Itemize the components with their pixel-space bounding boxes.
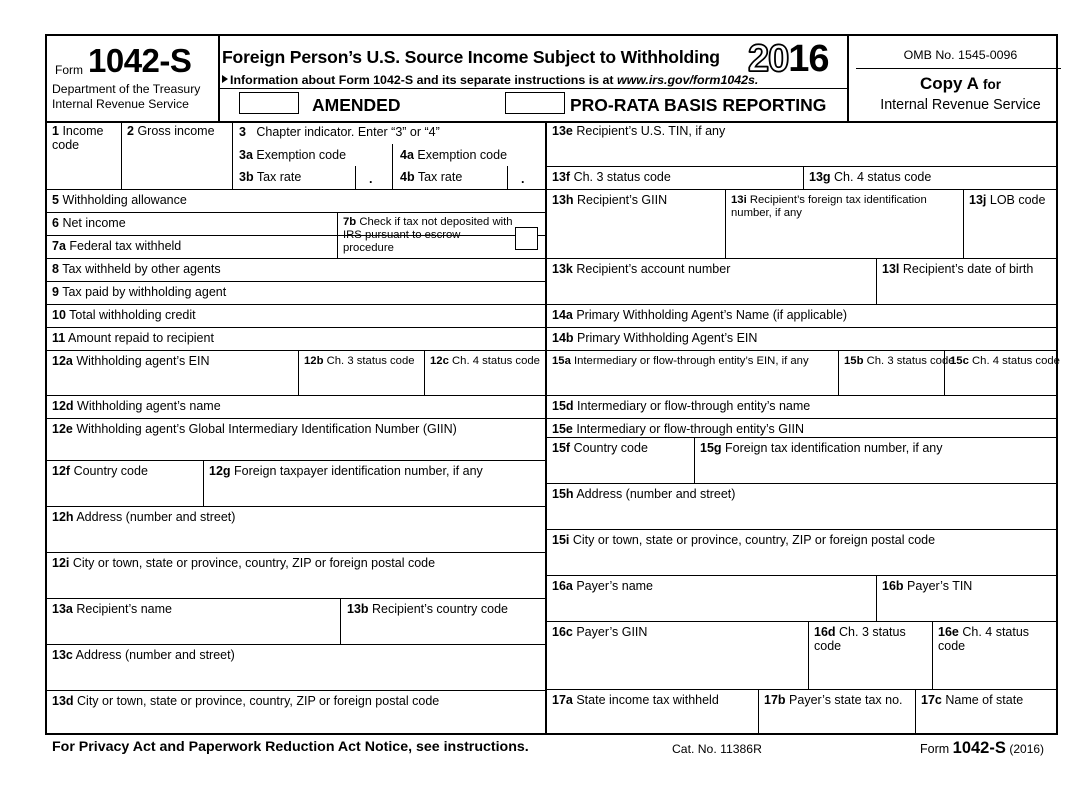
box-17b-text: Payer’s state tax no. [789,693,903,707]
box-4b-label [400,170,462,184]
box-16b-text: Payer’s TIN [907,579,973,593]
box-3b-text: Tax rate [256,170,302,184]
box-4b-number: 4b [400,170,415,184]
box-15a-text: Intermediary or flow-through entity’s EIN, if any [574,355,809,367]
box-2-text: Gross income [137,124,215,138]
form-instructions-line [222,73,758,87]
tax-year [748,39,829,79]
box-12f-text: Country code [73,464,148,478]
footer-form-word: Form [920,742,950,756]
box-13j-number: 13j [969,193,987,207]
form-number-title: 1042-S [88,42,192,79]
box-15f-number: 15f [552,441,571,455]
box-13f-label [552,170,671,184]
box-8-text: Tax withheld by other agents [62,262,221,276]
box-5-number: 5 [52,193,59,207]
box-3-number: 3 [239,125,246,139]
instructions-text: Information about Form 1042-S and its separate instructions is at [230,73,617,87]
header-left-divider [218,34,220,122]
box-7a-number: 7a [52,239,66,253]
rule-box17a-17b [758,689,759,733]
header-top-rule [45,34,1058,36]
rule-left-10 [45,418,546,419]
rule-left-13 [45,552,546,553]
box-13i-label [731,194,959,220]
box-7b-text: Check if tax not deposited with [359,216,513,228]
rule-box1-box2 [121,121,122,189]
box-13e-label [552,124,725,138]
box-9-text: Tax paid by withholding agent [62,285,227,299]
box-12d-label [52,399,221,413]
box-3a-text: Exemption code [256,148,347,162]
rule-left-2 [45,212,546,213]
rule-box12a-12b [298,350,299,395]
box-1-text: Income [62,124,104,138]
box-3a-number: 3a [239,148,253,162]
box-10-label [52,308,196,322]
box-8-label [52,262,221,276]
box-12h-text: Address (number and street) [76,510,236,524]
box-17c-number: 17c [921,693,942,707]
box-15e-label [552,422,804,436]
box-13k-label [552,262,730,276]
department-line2: Internal Revenue Service [52,96,189,111]
box-15a-number: 15a [552,355,571,367]
box-12f-label [52,464,148,478]
box-13b-number: 13b [347,602,369,616]
rule-left-4 [45,258,546,259]
amended-row-top-rule [218,88,848,89]
omb-number: OMB No. 1545-0096 [903,48,1018,62]
box-13f-number: 13f [552,170,571,184]
copy-for-word: for [982,77,1001,92]
box-12c-text: Ch. 4 status code [452,355,540,367]
box-15d-number: 15d [552,399,574,413]
box-6-number: 6 [52,216,59,230]
tax-year-digits: 16 [788,38,829,80]
box-15a-label [552,355,809,368]
rule-left-1 [45,189,546,190]
box-12b-label [304,355,415,368]
box-15i-text: City or town, state or province, country, ZIP or foreign postal code [572,533,936,547]
box-15g-text: Foreign tax identification number, if any [725,441,943,455]
box-7b-checkbox[interactable] [515,227,538,250]
box-14b-label [552,331,757,345]
rule-box2-box3 [232,121,233,189]
box-13d-text: City or town, state or province, country, ZIP or foreign postal code [77,694,440,708]
rule-left-12 [45,506,546,507]
box-15i-number: 15i [552,533,570,547]
box-15e-number: 15e [552,422,573,436]
box-15d-text: Intermediary or flow-through entity’s name [577,399,811,413]
box-12a-text: Withholding agent’s EIN [76,354,210,368]
box-12g-text: Foreign taxpayer identification number, if any [234,464,483,478]
box-17c-text: Name of state [945,693,1024,707]
prorata-checkbox[interactable] [505,92,565,114]
body-bottom-rule [45,733,1058,735]
box-13c-text: Address (number and street) [75,648,235,662]
box-13g-text: Ch. 4 status code [834,170,932,184]
box-12e-number: 12e [52,422,73,436]
irs-url-link[interactable]: www.irs.gov/form1042s. [616,73,759,87]
box-14b-number: 14b [552,331,574,345]
privacy-act-notice: For Privacy Act and Paperwork Reduction Act Notice, see instructions. [52,739,529,755]
rule-box13h-13i [725,189,726,258]
box-12d-text: Withholding agent’s name [77,399,221,413]
box-11-text: Amount repaid to recipient [68,331,214,345]
box-17a-text: State income tax withheld [576,693,719,707]
header-right-divider [847,34,849,122]
box-16e-text: Ch. 4 status [962,625,1030,639]
rule-box3b-decimal [355,166,356,189]
rule-right-4 [546,304,1057,305]
box-15f-text: Country code [573,441,648,455]
box-9-number: 9 [52,285,59,299]
body-right-rule [1056,34,1058,735]
right-arrow-icon [222,75,228,83]
box-12a-number: 12a [52,354,73,368]
box-13i-text: Recipient’s foreign tax identification number, if any [731,194,927,219]
box-15b-label [844,355,955,368]
body-top-rule [45,121,1058,123]
amended-label: AMENDED [312,95,401,115]
box-4a-text: Exemption code [417,148,508,162]
amended-checkbox[interactable] [239,92,299,114]
box-12c-label [430,355,540,368]
box-16c-text: Payer’s GIIN [576,625,648,639]
box-1-number: 1 [52,124,59,138]
rule-box15f-15g [694,437,695,483]
rule-box4b-decimal [507,166,508,189]
box-3a-label [239,148,346,162]
box-12i-label [52,556,435,570]
box-13l-number: 13l [882,262,900,276]
box-12g-label [209,464,483,478]
box-7b-label [343,216,513,255]
box-16c-number: 16c [552,625,573,639]
rule-box3a-box4a [392,144,393,189]
box-12b-text: Ch. 3 status code [326,355,415,367]
box-12e-label [52,422,457,436]
box-13h-label [552,193,667,207]
box-15f-label [552,441,648,455]
box-17b-number: 17b [764,693,786,707]
box-17c-label [921,693,1023,707]
rule-left-6 [45,304,546,305]
box-13k-number: 13k [552,262,573,276]
box-13c-number: 13c [52,648,73,662]
rule-left-15 [45,644,546,645]
rule-left-7 [45,327,546,328]
tax-year-century: 20 [748,38,789,80]
rule-box16a-16b [876,575,877,621]
omb-underline [856,68,1061,69]
department-line1: Department of the Treasury [52,82,201,96]
rule-box15a-15b [838,350,839,395]
rule-left-11 [45,460,546,461]
box-16b-label [882,579,972,593]
box-2-number: 2 [127,124,134,138]
box-1-label [52,124,118,152]
box-16e-label [938,625,1050,653]
box-11-number: 11 [52,331,66,345]
rule-right-13 [546,621,1057,622]
rule-box16d-16e [932,621,933,689]
box-12a-label [52,354,210,368]
copy-agency: Internal Revenue Service [880,97,1041,113]
box-15g-number: 15g [700,441,722,455]
rule-right-9 [546,437,1057,438]
box-16b-number: 16b [882,579,904,593]
box-15c-text: Ch. 4 status code [972,355,1060,367]
box-13k-text: Recipient’s account number [576,262,731,276]
box-4b-text: Tax rate [417,170,463,184]
box-13a-text: Recipient’s name [76,602,172,616]
box-14a-number: 14a [552,308,573,322]
rule-right-2 [546,189,1057,190]
box-13f-text: Ch. 3 status code [573,170,671,184]
form-word-label: Form [55,63,83,77]
box-9-label [52,285,226,299]
box-13e-text: Recipient’s U.S. TIN, if any [576,124,726,138]
box-6-label [52,216,126,230]
box-17a-label [552,693,719,707]
rule-right-14 [546,689,1057,690]
box-15h-label [552,487,735,501]
box-15g-label [700,441,943,455]
rule-box12f-12g [203,460,204,506]
box-16d-text2: code [814,639,842,653]
rule-left-16 [45,690,546,691]
box-4a-label [400,148,507,162]
box-14b-text: Primary Withholding Agent’s EIN [577,331,758,345]
box-16d-number: 16d [814,625,836,639]
rule-right-6 [546,350,1057,351]
box-12i-text: City or town, state or province, country, ZIP or foreign postal code [72,556,436,570]
box-7a-text: Federal tax withheld [69,239,182,253]
box-13g-number: 13g [809,170,831,184]
box-8-number: 8 [52,262,59,276]
box-13h-number: 13h [552,193,574,207]
rule-right-8 [546,418,1057,419]
box-16a-text: Payer’s name [576,579,654,593]
rule-right-7 [546,395,1057,396]
department-block [52,82,227,111]
box-5-text: Withholding allowance [62,193,187,207]
rule-right-5 [546,327,1057,328]
box-12g-number: 12g [209,464,231,478]
prorata-label: PRO-RATA BASIS REPORTING [570,95,827,115]
footer-form-year: (2016) [1009,742,1045,756]
box-15h-number: 15h [552,487,574,501]
box-7b-number: 7b [343,216,357,228]
box-11-label [52,331,214,345]
rule-right-12 [546,575,1057,576]
box-14a-text: Primary Withholding Agent’s Name (if applicable) [576,308,848,322]
box-1-text2: code [52,138,80,152]
box-10-text: Total withholding credit [69,308,196,322]
box-17a-number: 17a [552,693,573,707]
box-13j-text: LOB code [989,193,1046,207]
box-13i-number: 13i [731,194,747,206]
box-13d-label [52,694,439,708]
box-13b-text: Recipient’s country code [372,602,508,616]
rule-right-3 [546,258,1057,259]
box-6-text: Net income [62,216,126,230]
box-12e-text: Withholding agent’s Global Intermediary Identification Number (GIIN) [76,422,457,436]
box-14a-label [552,308,847,322]
box-15d-label [552,399,810,413]
box-13c-label [52,648,235,662]
rule-box17b-17c [915,689,916,733]
box-15h-text: Address (number and street) [576,487,736,501]
box-12h-label [52,510,235,524]
box-13h-text: Recipient’s GIIN [577,193,668,207]
box-15b-number: 15b [844,355,864,367]
box-16e-text2: code [938,639,966,653]
box-5-label [52,193,187,207]
box-17b-label [764,693,903,707]
box-12i-number: 12i [52,556,70,570]
box-15c-label [950,355,1060,368]
box-16e-number: 16e [938,625,959,639]
box-3-text: Chapter indicator. Enter “3” or “4” [256,125,440,139]
box-3b-label [239,170,301,184]
body-left-rule [45,34,47,735]
box-13j-label [969,193,1045,207]
rule-box13i-13j [963,189,964,258]
box-15i-label [552,533,935,547]
box-15c-number: 15c [950,355,969,367]
box-12c-number: 12c [430,355,449,367]
box-12f-number: 12f [52,464,71,478]
box-13g-label [809,170,931,184]
rule-box13f-13g [803,166,804,189]
rule-right-1 [546,166,1057,167]
rule-right-10 [546,483,1057,484]
box-13a-number: 13a [52,602,73,616]
box-13a-label [52,602,172,616]
footer-form-number: 1042-S [952,739,1006,757]
rule-left-8 [45,350,546,351]
footer-form-identifier [920,739,1044,758]
box-16a-label [552,579,653,593]
box-3-label [239,125,440,139]
copy-designation [858,74,1063,94]
copy-letter: Copy A [920,74,979,93]
box-7b-text2: IRS pursuant to escrow procedure [343,229,461,254]
box-12h-number: 12h [52,510,74,524]
box-13e-number: 13e [552,124,573,138]
rule-box16c-16d [808,621,809,689]
box-16d-text: Ch. 3 status [839,625,906,639]
box-13l-text: Recipient’s date of birth [902,262,1034,276]
rule-box7b-left [337,212,338,258]
box-16d-label [814,625,926,653]
box-3b-decimal: . [369,172,373,186]
box-13l-label [882,262,1033,276]
box-2-label [127,124,215,138]
box-16c-label [552,625,647,639]
rule-box13a-13b [340,598,341,644]
box-13d-number: 13d [52,694,74,708]
rule-left-14 [45,598,546,599]
box-12d-number: 12d [52,399,74,413]
rule-right-11 [546,529,1057,530]
box-4a-number: 4a [400,148,414,162]
box-12b-number: 12b [304,355,324,367]
rule-left-5 [45,281,546,282]
catalog-number: Cat. No. 11386R [672,742,762,756]
rule-box13k-13l [876,258,877,304]
box-7a-label [52,239,181,253]
rule-box12b-12c [424,350,425,395]
box-10-number: 10 [52,308,66,322]
box-15b-text: Ch. 3 status code [866,355,955,367]
box-16a-number: 16a [552,579,573,593]
box-4b-decimal: . [521,172,525,186]
box-15e-text: Intermediary or flow-through entity’s GIIN [576,422,804,436]
form-title: Foreign Person’s U.S. Source Income Subject to Withholding [222,47,720,67]
box-13b-label [347,602,508,616]
box-3b-number: 3b [239,170,254,184]
rule-left-9 [45,395,546,396]
